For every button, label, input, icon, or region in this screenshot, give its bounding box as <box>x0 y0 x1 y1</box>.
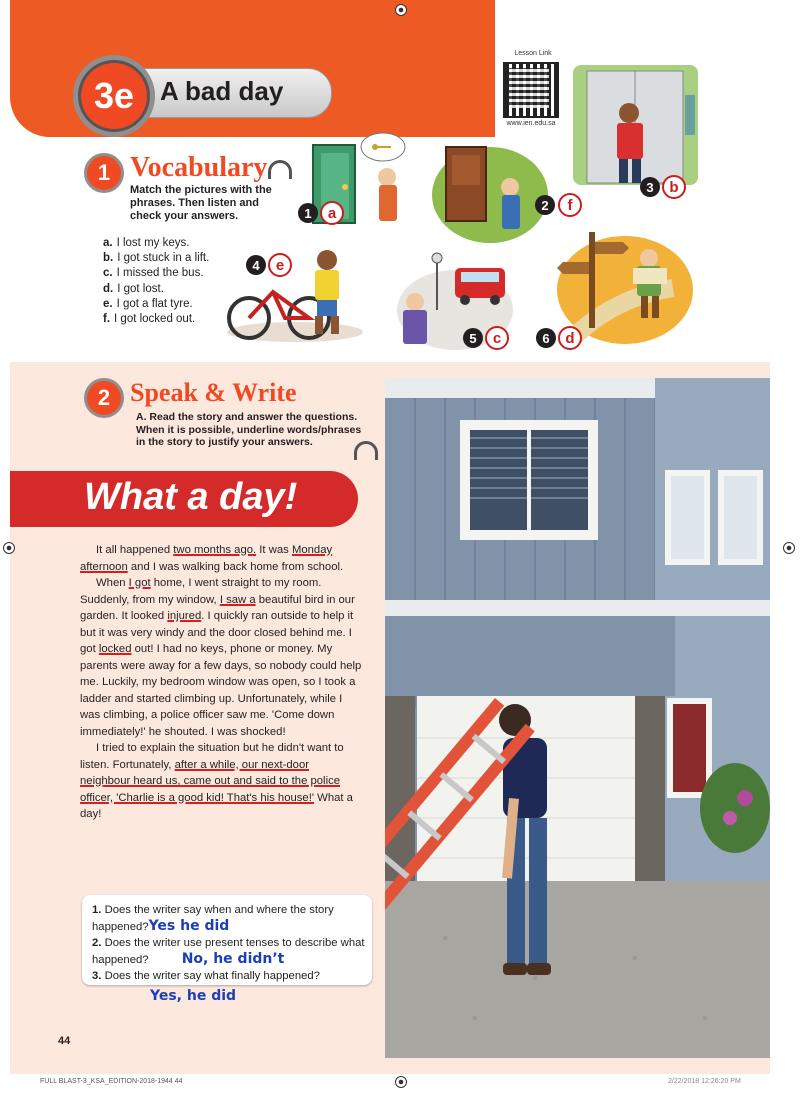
question-answer[interactable]: No, he didn’t <box>181 951 285 967</box>
picture-number-5: 5 <box>463 328 483 348</box>
speak-write-instruction: A. Read the story and answer the questions. When it is possible, underline words/phrases in the story to justify your answers. <box>136 411 362 448</box>
registration-mark-icon <box>395 1076 407 1088</box>
picture-number-1: 1 <box>298 203 318 223</box>
registration-mark-icon <box>783 542 795 554</box>
vocabulary-title: Vocabulary <box>130 152 268 183</box>
speak-write-title: Speak & Write <box>130 378 297 407</box>
picture-number-6: 6 <box>536 328 556 348</box>
headphones-icon[interactable] <box>268 160 292 179</box>
lesson-link-url: www.ien.edu.sa <box>506 120 556 127</box>
story-paragraph-1: It all happened two months ago. It was Monday afternoon and I was walking back home from school. <box>80 544 344 573</box>
picture-answer-5[interactable]: c <box>485 326 509 350</box>
unit-number-badge: 3e <box>73 55 155 137</box>
picture-answer-2[interactable]: f <box>558 193 582 217</box>
phrase-item: f. I got locked out. <box>103 313 196 326</box>
section-number-2: 2 <box>84 378 124 418</box>
story-title: What a day! <box>84 476 298 518</box>
story-paragraph-3: I tried to explain the situation but he didn't want to listen. Fortunately, after a while, our next-door neighbour heard us, came out and said to the police officer, 'Charlie is a good kid! That's his house!' What a day! <box>80 742 353 820</box>
phrase-item: a. I lost my keys. <box>103 237 190 249</box>
question-item: 1. Does the writer say when and where the story happened?Yes he did <box>92 904 334 934</box>
print-footer-right: 2/22/2018 12:26:20 PM <box>668 1078 741 1085</box>
phrase-item: d. I got lost. <box>103 282 164 295</box>
picture-answer-6[interactable]: d <box>558 326 582 350</box>
phrase-item: e. I got a flat tyre. <box>103 297 193 310</box>
picture-number-3: 3 <box>640 177 660 197</box>
section-number-1: 1 <box>84 153 124 193</box>
question-answer[interactable]: Yes he did <box>148 918 230 934</box>
phrase-item: b. I got stuck in a lift. <box>103 252 210 265</box>
story-text <box>80 542 362 823</box>
registration-mark-icon <box>3 542 15 554</box>
picture-answer-4[interactable]: e <box>268 253 292 277</box>
qr-code-pattern <box>509 68 549 108</box>
picture-flat-tyre <box>225 240 365 345</box>
picture-number-4: 4 <box>246 255 266 275</box>
picture-answer-1[interactable]: a <box>320 201 344 225</box>
phrase-list <box>103 236 209 327</box>
question-answer[interactable]: Yes, he did <box>150 988 237 1004</box>
question-item: 3. Does the writer say what finally happened? <box>92 970 320 982</box>
picture-stuck-in-lift <box>573 65 698 185</box>
unit-title: A bad day <box>160 76 284 106</box>
page-number: 44 <box>58 1035 71 1047</box>
registration-mark-icon <box>395 4 407 16</box>
story-paragraph-2: When I got home, I went straight to my room. Suddenly, from my window, I saw a beautiful bird in our garden. It looked injured. I quickly ran outside to help it but it was very windy and the door closed behind me. I got locked out! I had no keys, phone or money. My parents were away for a few days, so nobody could help me. Luckily, my bedroom window was open, so I took a ladder and started climbing up. Unfortunately, while I was climbing, a police officer saw me. 'Come down immediately!' he shouted. I was shocked! <box>80 577 362 738</box>
phrase-item: c. I missed the bus. <box>103 267 204 280</box>
print-footer-left: FULL BLAST-3_KSA_EDITION-2018-1944 44 <box>40 1078 183 1085</box>
picture-locked-out <box>430 135 550 245</box>
question-item: 2. Does the writer use present tenses to describe what happened? No, he didn’t <box>92 937 365 967</box>
picture-number-2: 2 <box>535 195 555 215</box>
lesson-link-label: Lesson Link <box>514 50 552 57</box>
question-list <box>92 903 368 985</box>
picture-answer-3[interactable]: b <box>662 175 686 199</box>
headphones-icon[interactable] <box>354 441 378 460</box>
vocabulary-instruction: Match the pictures with the phrases. Then listen and check your answers. <box>130 184 272 222</box>
story-photo <box>385 378 770 1058</box>
